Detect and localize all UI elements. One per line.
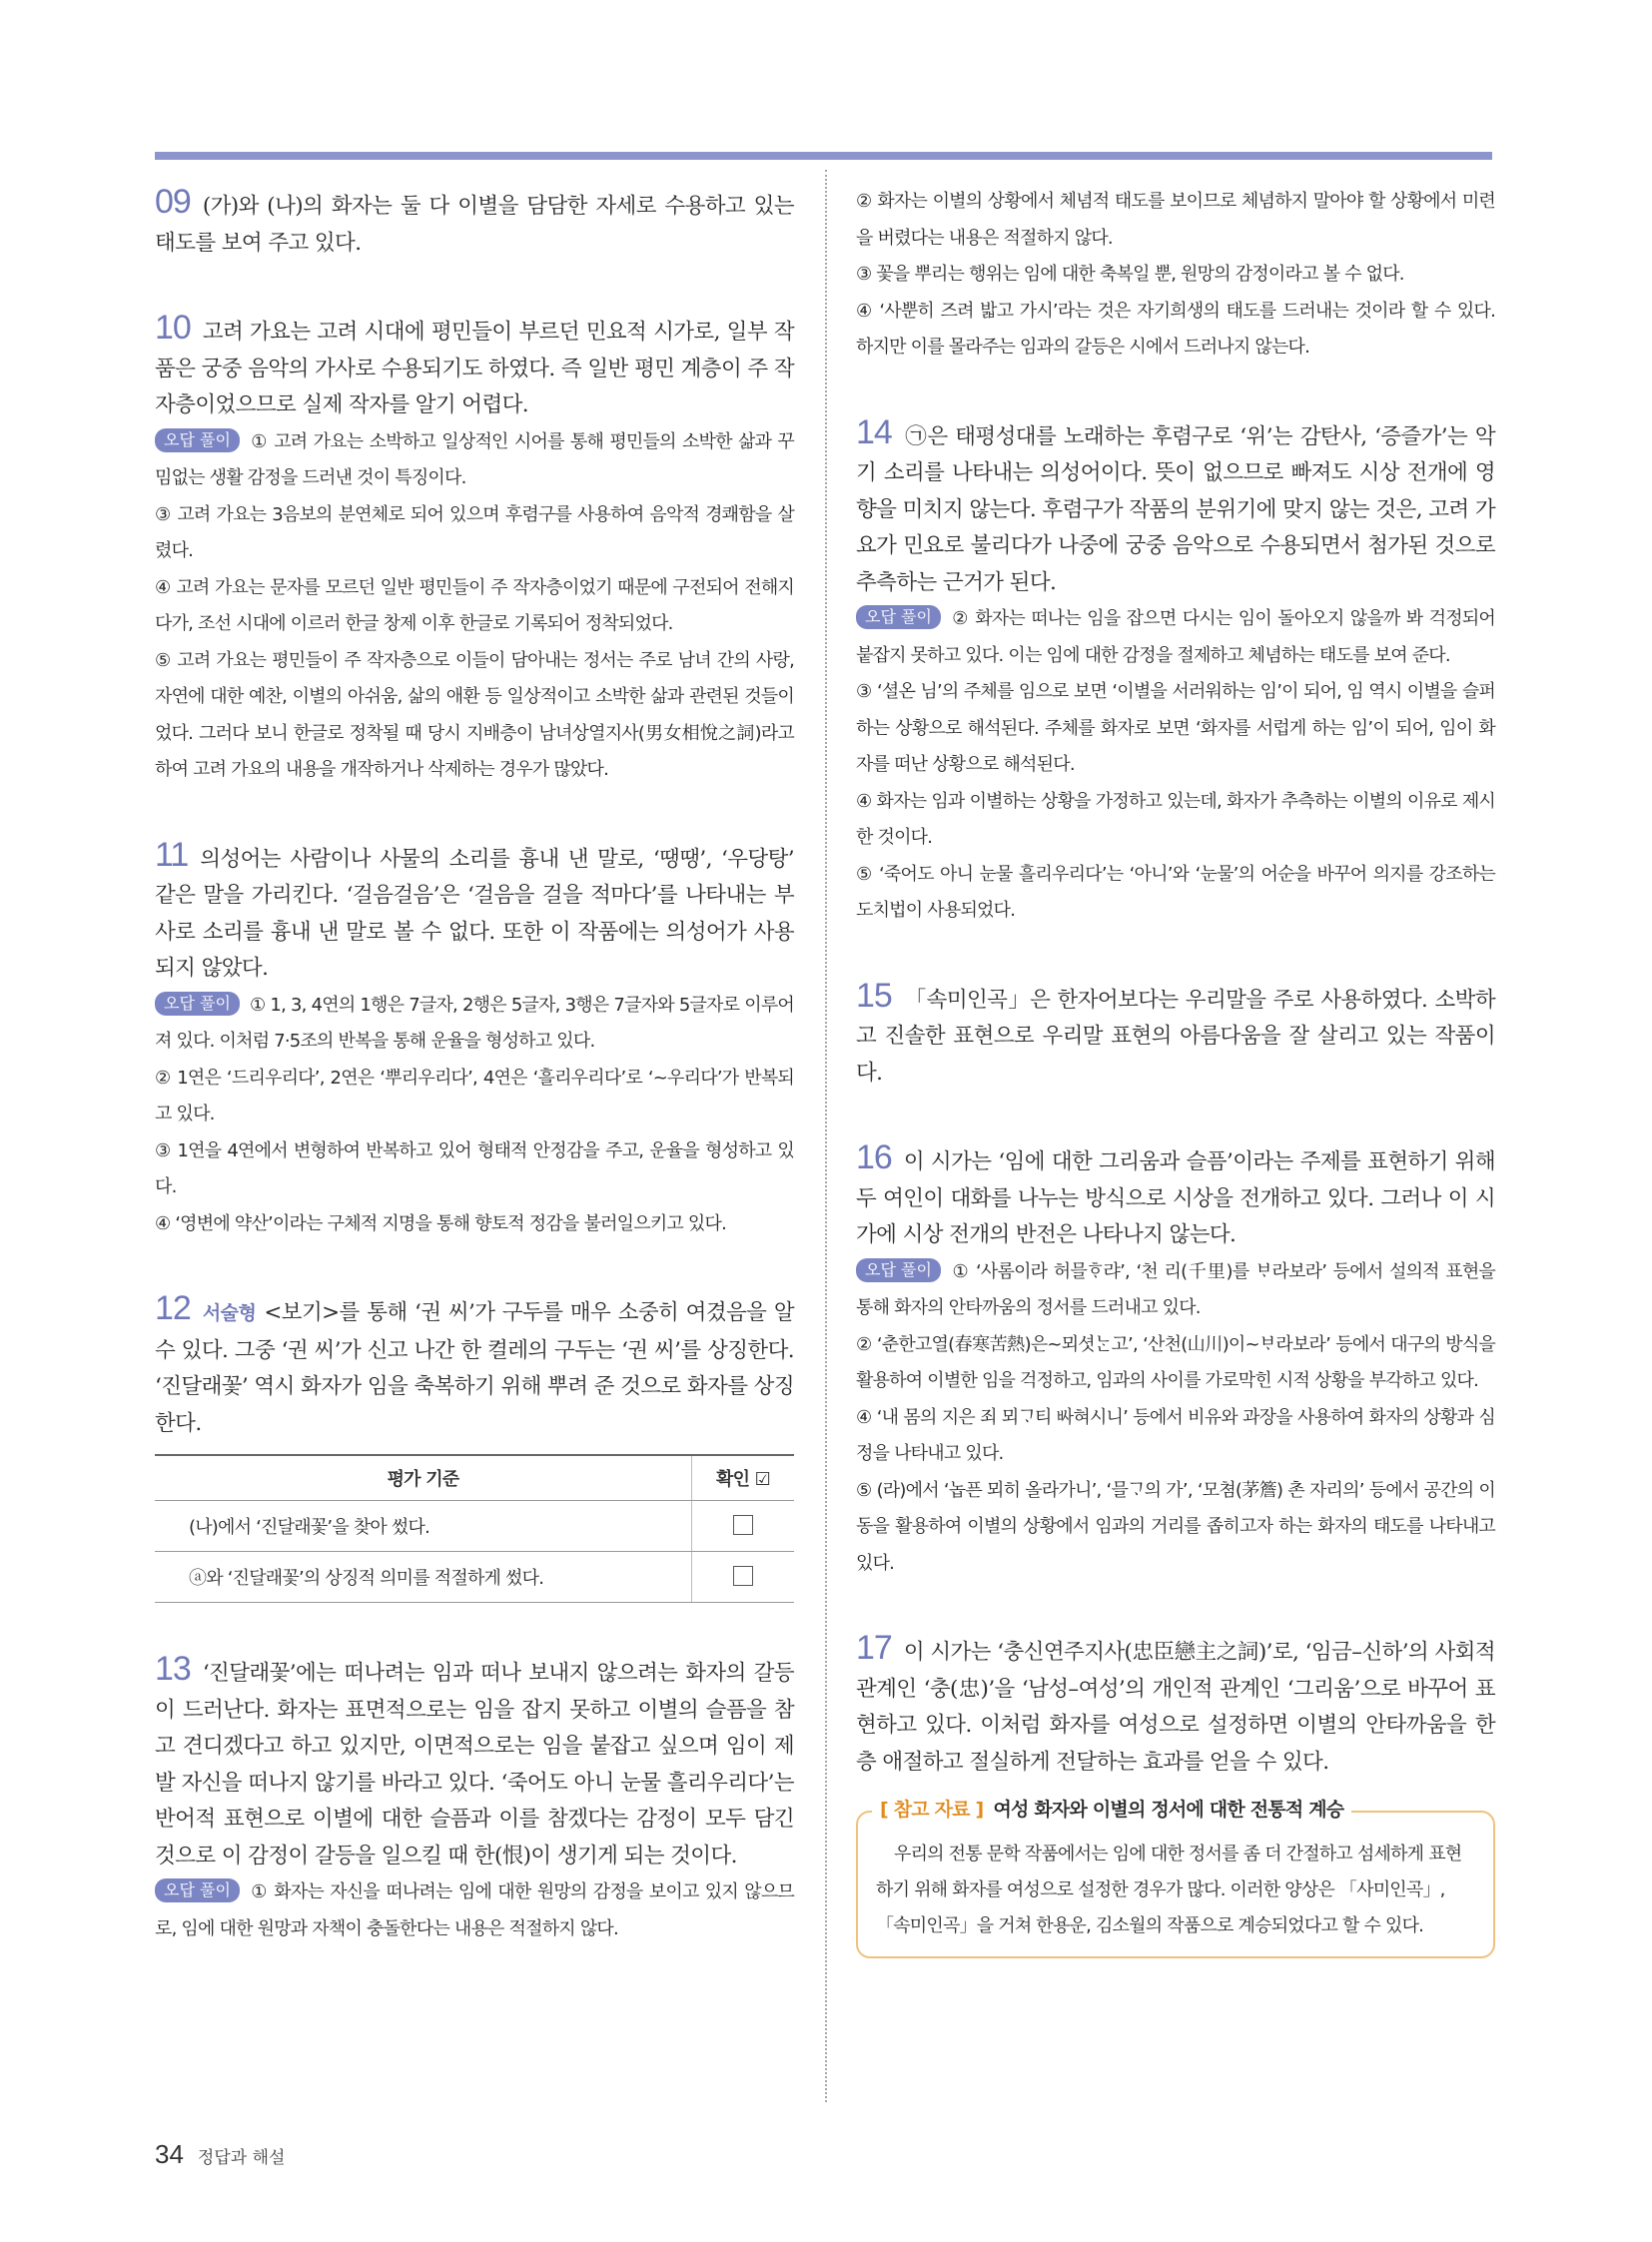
- wrong-badge: 오답 풀이: [155, 1878, 240, 1902]
- explanation-item: ④ 고려 가요는 문자를 모르던 일반 평민들이 주 작자층이었기 때문에 구전되어 전해지다가, 조선 시대에 이르러 한글 창제 이후 한글로 기록되어 정착되었다.: [155, 576, 794, 634]
- answer-10: [155, 310, 794, 424]
- explanation-item: ④ ‘사뿐히 즈려 밟고 가시’라는 것은 자기희생의 태도를 드러내는 것이라 할 수 있다. 하지만 이를 몰라주는 임과의 갈등은 시에서 드러나지 않는다.: [856, 300, 1495, 358]
- answer-text: ㉠은 태평성대를 노래하는 후렴구로 ‘위’는 감탄사, ‘증즐가’는 악기 소리를 나타내는 의성어이다. 뜻이 없으므로 빠져도 시상 전개에 영향을 미치지 않는다. 후렴구가 작품의 분위기에 맞지 않는 것은, 고려 가요가 민요로 불리다가 나중에 궁중 음악으로 수용되면서 첨가된 것으로 추측하는 근거가 된다.: [856, 423, 1495, 595]
- wrong-explanation-13: [155, 1874, 794, 1947]
- page-label: 정답과 해설: [197, 2148, 286, 2168]
- wrong-explanation-16: [856, 1254, 1495, 1583]
- answer-text: <보기>를 통해 ‘권 씨’가 구두를 매우 소중히 여겼음을 알 수 있다. 그중 ‘권 씨’가 신고 나간 한 켤레의 구두는 ‘권 씨’를 상징한다. ‘진달래꽃’ 역시 화자가 임을 축복하기 위해 뿌려 준 것으로 화자를 상징한다.: [155, 1300, 794, 1436]
- reference-body: 우리의 전통 문학 작품에서는 임에 대한 정서를 좀 더 간절하고 섬세하게 표현하기 위해 화자를 여성으로 설정한 경우가 많다. 이러한 양상은 「사미인곡」, 「속미인곡」을 거쳐 한용운, 김소월의 작품으로 계승되었다고 할 수 있다.: [876, 1844, 1462, 1936]
- evaluation-table: [155, 1454, 794, 1603]
- answer-15: [856, 978, 1495, 1093]
- question-number: 09: [155, 183, 191, 221]
- table-row: [155, 1501, 794, 1552]
- explanation-item: ③ ‘셜온 님’의 주체를 임으로 보면 ‘이별을 서러워하는 임’이 되어, 임 역시 이별을 슬퍼하는 상황으로 해석된다. 주체를 화자로 보면 ‘화자를 서럽게 하는 임’이 되어, 임이 화자를 떠난 상황으로 해석된다.: [856, 681, 1495, 775]
- answer-09: [155, 184, 794, 262]
- wrong-explanation-11: [155, 988, 794, 1243]
- explanation-item: ② 화자는 이별의 상황에서 체념적 태도를 보이므로 체념하지 말아야 할 상황에서 미련을 버렸다는 내용은 적절하지 않다.: [856, 191, 1495, 249]
- answer-text: 이 시가는 ‘임에 대한 그리움과 슬픔’이라는 주제를 표현하기 위해 두 여인이 대화를 나누는 방식으로 시상을 전개하고 있다. 그러나 이 시가에 시상 전개의 반전은 나타나지 않는다.: [856, 1149, 1495, 1247]
- answer-text: ‘진달래꽃’에는 떠나려는 임과 떠나 보내지 않으려는 화자의 갈등이 드러난다. 화자는 표면적으로는 임을 잡지 못하고 이별의 슬픔을 참고 견디겠다고 하고 있지만, 이면적으로는 임을 붙잡고 싶으며 임이 제발 자신을 떠나지 않기를 바라고 있다. ‘죽어도 아니 눈물 흘리우리다’는 반어적 표현으로 이별에 대한 슬픔과 이를 참겠다는 감정이 모두 담긴 것으로 이 감정이 갈등을 일으킬 때 한(恨)이 생기게 되는 것이다.: [155, 1661, 794, 1868]
- question-number: 14: [856, 412, 892, 451]
- answer-13: [155, 1651, 794, 1874]
- table-header: 평가 기준: [155, 1455, 692, 1501]
- table-header: 확인 ☑: [692, 1455, 795, 1501]
- explanation-item: ④ ‘영변에 약산’이라는 구체적 지명을 통해 향토적 정감을 불러일으키고 있다.: [155, 1212, 727, 1234]
- descriptive-tag: 서술형: [202, 1303, 257, 1324]
- explanation-item: ④ ‘내 몸의 지은 죄 뫼ᄀᆞ티 ᄡᅡ혀시니’ 등에서 비유와 과장을 사용하여 화자의 상황과 심정을 나타내고 있다.: [856, 1406, 1495, 1464]
- right-column: [856, 184, 1495, 1958]
- explanation-item: ③ 고려 가요는 3음보의 분연체로 되어 있으며 후렴구를 사용하여 음악적 경쾌함을 살렸다.: [155, 503, 794, 561]
- wrong-badge: 오답 풀이: [856, 1258, 941, 1282]
- explanation-item: ① ‘사롬이라 허믈ᄒᆞ랴’, ‘천 리(千里)를 ᄇᆞ라보라’ 등에서 설의적 표현을 통해 화자의 안타까움의 정서를 드러내고 있다.: [856, 1260, 1495, 1318]
- header-bar: [155, 152, 1492, 160]
- page-number: 34: [155, 2139, 184, 2169]
- explanation-item: ② ‘춘한고열(春寒苦熱)은~뫼셧ᄂᆞᆫ고’, ‘산천(山川)이~ᄇᆞ라보라’ 등에서 대구의 방식을 활용하여 이별한 임을 걱정하고, 임과의 사이를 가로막힌 시적 상황을 부각하고 있다.: [856, 1333, 1495, 1391]
- column-divider: [825, 170, 827, 2102]
- answer-text: 「속미인곡」은 한자어보다는 우리말을 주로 사용하였다. 소박하고 진솔한 표현으로 우리말 표현의 아름다움을 잘 살리고 있는 작품이다.: [856, 987, 1495, 1086]
- explanation-item: ② 1연은 ‘드리우리다’, 2연은 ‘뿌리우리다’, 4연은 ‘흘리우리다’로 ‘~우리다’가 반복되고 있다.: [155, 1067, 794, 1124]
- explanation-item: ③ 꽃을 뿌리는 행위는 임에 대한 축복일 뿐, 원망의 감정이라고 볼 수 없다.: [856, 264, 1404, 285]
- explanation-item: ① 화자는 자신을 떠나려는 임에 대한 원망의 감정을 보이고 있지 않으므로, 임에 대한 원망과 자책이 충돌한다는 내용은 적절하지 않다.: [155, 1881, 794, 1939]
- explanation-item: ① 1, 3, 4연의 1행은 7글자, 2행은 5글자, 3행은 7글자와 5글자로 이루어져 있다. 이처럼 7·5조의 반복을 통해 운율을 형성하고 있다.: [155, 994, 794, 1052]
- explanation-item: ② 화자는 떠나는 임을 잡으면 다시는 임이 돌아오지 않을까 봐 걱정되어 붙잡지 못하고 있다. 이는 임에 대한 감정을 절제하고 체념하는 태도를 보여 준다.: [856, 608, 1495, 666]
- question-number: 11: [155, 835, 189, 874]
- question-number: 16: [856, 1138, 892, 1176]
- wrong-explanation-14: [856, 601, 1495, 930]
- page-footer: [155, 2139, 285, 2170]
- left-column: [155, 184, 794, 1947]
- question-number: 13: [155, 1650, 191, 1688]
- question-number: 12: [155, 1289, 191, 1327]
- wrong-badge: 오답 풀이: [856, 605, 941, 629]
- answer-12: [155, 1290, 794, 1442]
- checkbox[interactable]: [733, 1515, 753, 1535]
- explanation-item: ① 고려 가요는 소박하고 일상적인 시어를 통해 평민들의 소박한 삶과 꾸밈없는 생활 감정을 드러낸 것이 특징이다.: [155, 430, 794, 488]
- table-row: [155, 1552, 794, 1603]
- answer-text: 이 시가는 ‘충신연주지사(忠臣戀主之詞)’로, ‘임금–신하’의 사회적 관계인 ‘충(忠)’을 ‘남성–여성’의 개인적 관계인 ‘그리움’으로 바꾸어 표현하고 있다. 이처럼 화자를 여성으로 설정하면 이별의 안타까움을 한층 애절하고 절실하게 전달하는 효과를 얻을 수 있다.: [856, 1640, 1495, 1775]
- answer-11: [155, 837, 794, 988]
- explanation-item: ④ 화자는 임과 이별하는 상황을 가정하고 있는데, 화자가 추측하는 이별의 이유로 제시한 것이다.: [856, 790, 1495, 848]
- explanation-item: ⑤ ‘죽어도 아니 눈물 흘리우리다’는 ‘아니’와 ‘눈물’의 어순을 바꾸어 의지를 강조하는 도치법이 사용되었다.: [856, 863, 1495, 921]
- question-number: 17: [856, 1629, 892, 1667]
- answer-14: [856, 414, 1495, 602]
- wrong-badge: 오답 풀이: [155, 428, 240, 452]
- explanation-item: ⑤ (라)에서 ‘놉픈 뫼히 올라가니’, ‘믈ᄀᆞ의 가’, ‘모쳠(茅簷) 촌 자리의’ 등에서 공간의 이동을 활용하여 이별의 상황에서 임과의 거리를 좁히고자 하는 화자의 태도를 나타내고 있다.: [856, 1479, 1495, 1574]
- question-number: 10: [155, 309, 191, 347]
- answer-text: 고려 가요는 고려 시대에 평민들이 부르던 민요적 시가로, 일부 작품은 궁중 음악의 가사로 수용되기도 하였다. 즉 일반 평민 계층이 주 작자층이었으므로 실제 작자를 알기 어렵다.: [155, 320, 794, 417]
- answer-17: [856, 1630, 1495, 1781]
- reference-box: [856, 1799, 1495, 1958]
- answer-16: [856, 1139, 1495, 1254]
- checkbox[interactable]: [733, 1566, 753, 1586]
- explanation-item: ③ 1연을 4연에서 변형하여 반복하고 있어 형태적 안정감을 주고, 운율을 형성하고 있다.: [155, 1139, 794, 1197]
- reference-title: [872, 1795, 1351, 1822]
- wrong-explanation-10: [155, 424, 794, 789]
- answer-text: (가)와 (나)의 화자는 둘 다 이별을 담담한 자세로 수용하고 있는 태도를 보여 주고 있다.: [155, 194, 794, 256]
- criteria-cell: (나)에서 ‘진달래꽃’을 찾아 썼다.: [155, 1501, 692, 1552]
- reference-label: [ 참고 자료 ]: [880, 1799, 984, 1821]
- wrong-explanation-13-continued: [856, 184, 1495, 367]
- criteria-cell: ⓐ와 ‘진달래꽃’의 상징적 의미를 적절하게 썼다.: [155, 1552, 692, 1603]
- question-number: 15: [856, 976, 892, 1015]
- wrong-badge: 오답 풀이: [155, 992, 240, 1016]
- reference-heading: 여성 화자와 이별의 정서에 대한 전통적 계승: [993, 1799, 1344, 1821]
- answer-text: 의성어는 사람이나 사물의 소리를 흉내 낸 말로, ‘땡땡’, ‘우당탕’ 같은 말을 가리킨다. ‘걸음걸음’은 ‘걸음을 걸을 적마다’를 나타내는 부사로 소리를 흉내 낸 말로 볼 수 없다. 또한 이 작품에는 의성어가 사용되지 않았다.: [155, 846, 794, 981]
- explanation-item: ⑤ 고려 가요는 평민들이 주 작자층으로 이들이 담아내는 정서는 주로 남녀 간의 사랑, 자연에 대한 예찬, 이별의 아쉬움, 삶의 애환 등 일상적이고 소박한 삶과 관련된 것들이었다. 그러다 보니 한글로 정착될 때 당시 지배층이 남녀상열지사(男女相悅之詞)라고 하여 고려 가요의 내용을 개작하거나 삭제하는 경우가 많았다.: [155, 649, 794, 780]
